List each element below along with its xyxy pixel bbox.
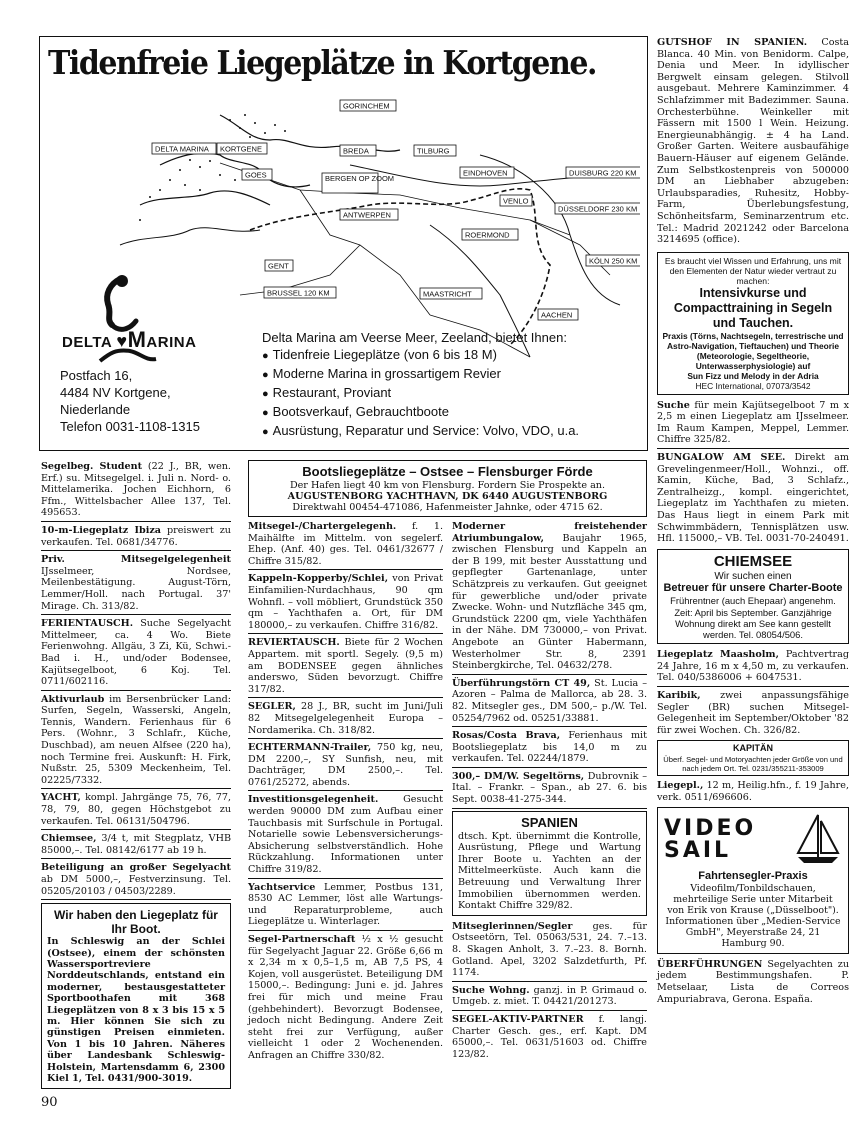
classifieds-column-4 xyxy=(657,36,849,1009)
classified-ad: GUTSHOF IN SPANIEN. Costa Blanca. 40 Min. von Benidorm. Calpe, Denia und Meer. In idyllischer Bergwelt einsam gelegen. Stilvoll ausgebaut. Mehrere Kaminzimmer. 4 Schlafzimmer mit Badezimmer. Sauna. Orchesterbühne. Weinkeller mit Fässern mit 1500 l Wein. Heizung. Energieunabhängig. ± 4 ha Land. Großer Garten. Weitere ausbaufähige Bauern-Häuser auf eigenem Gelände. Zum Selbstkostenpreis von 500000 DM an Liebhaber abzugeben: Urlaubsparadies, Ruhesitz, Hobby-Farm, Überlebungsfestung, Schönheitsfarm, Seminarzentrum etc. Tel.: Madrid 2021242 oder Barcelona 3214695 (office). xyxy=(657,37,849,246)
map-label: GOES xyxy=(245,170,267,180)
classified-ad: SEGEL-AKTIV-PARTNER f. langj. Charter Gesch. ges., erf. Kapt. DM 65000,–. Tel. 0631/51603 od. Chiffre 123/82. xyxy=(452,1013,647,1060)
box-title: KAPITÄN xyxy=(733,743,773,754)
kapitaen-ad xyxy=(657,740,849,776)
classifieds-column-2 xyxy=(248,520,443,1066)
box-title: SPANIEN xyxy=(521,814,578,830)
map-label: EINDHOVEN xyxy=(463,168,508,178)
box-body: dtsch. Kpt. übernimmt die Kontrolle, Ausrüstung, Pflege und Wartung Ihrer Boote u. Yachten an der Mittelmeerküste. Auch kann die Betreuung und Verwaltung Ihrer Immobilien übernommen werden. Kontakt Chiffre 329/82. xyxy=(458,830,641,912)
logo-word-delta: DELTA xyxy=(62,334,112,351)
map-label: MAASTRICHT xyxy=(423,289,472,299)
address-line: Postfach 16, xyxy=(60,368,133,383)
box-intro: Es braucht viel Wissen und Erfahrung, uns mit den Elementen der Natur wieder vertraut zu machen: xyxy=(664,255,842,286)
classified-ad: Segelbeg. Student (22 J., BR, wen. Erf.) su. Mitsegelgel. i. Juli n. Nord- o. Mittelamerika. Jochen Eichhorn, 6 Ffm., Wittelsbacher Allee 137, Tel. 495653. xyxy=(41,460,231,522)
box-subtitle: Wir suchen einen xyxy=(714,570,792,582)
classified-ad: Priv. Mitsegelgelegenheit IJsselmeer, Nordsee, Meilenbestätigung. August-Törn, Lemmer/Holl. nach Portugal. 37' Mirage. Ch. 313/82. xyxy=(41,553,231,615)
classified-ad: ECHTERMANN-Trailer, 750 kg, neu, DM 2200,–, SY Sunfish, neu, mit Dachträger, DM 2500,–. Tel. 0761/25272, abends. xyxy=(248,741,443,791)
address-line: 4484 NV Kortgene, xyxy=(60,385,171,400)
address-line: Niederlande xyxy=(60,402,131,417)
map-label: BERGEN OP ZOOM xyxy=(325,174,395,183)
classified-ad: SEGLER, 28 J., BR, sucht im Juni/Juli 82 Mitsegelgelegenheit Europa – Nordamerika. Ch. 318/82. xyxy=(248,700,443,739)
map-label: BRUSSEL 120 KM xyxy=(267,288,330,298)
ad-bullet: ● Restaurant, Proviant xyxy=(262,384,579,403)
ad-address xyxy=(60,367,200,435)
box-title: Intensivkurse und Compacttraining in Segeln und Tauchen. xyxy=(673,285,833,330)
box-line: Der Hafen liegt 40 km von Flensburg. Fordern Sie Prospekte an. xyxy=(289,480,606,491)
logo-word-sail: SAIL xyxy=(664,838,732,864)
page-number: 90 xyxy=(41,1095,58,1110)
classified-ad: Kappeln-Kopperby/Schlei, von Privat Einfamilien-Nurdachhaus, 90 qm Wohnfl. – voll möbliert, Grundstück 350 qm – Yachthafen a. Ort, für DM 180000,– zu verkaufen. Chiffre 316/82. xyxy=(248,572,443,634)
box-title: Wir haben den Liegeplatz für Ihr Boot. xyxy=(54,908,218,937)
map-label: KÖLN 250 KM xyxy=(589,256,638,266)
classified-ad: ÜBERFÜHRUNGEN Segelyachten zu jedem Bestimmungshafen. P. Metselaar, Lista de Correos Ampuriabrava, Gerona. España. xyxy=(657,958,849,1005)
ad-bullet-list xyxy=(262,346,579,441)
map-label: GORINCHEM xyxy=(343,101,390,111)
classified-ad: Yachtservice Lemmer, Postbus 131, 8530 AC Lemmer, löst alle Wartungs- und Reparaturprobleme, auch Liegeplätze u. Winterlager. xyxy=(248,881,443,931)
ad-bullet: ● Moderne Marina in grossartigem Revier xyxy=(262,365,579,384)
map-label: AACHEN xyxy=(541,310,573,320)
classified-ad: Rosas/Costa Brava, Ferienhaus mit Bootsliegeplatz bis 14,0 m zu verkaufen. Tel. 02244/1879. xyxy=(452,729,647,768)
classified-ad: Suche für mein Kajütsegelboot 7 m x 2,5 m einen Liegeplatz am IJsselmeer. Im Raum Kampen, Meppel, Lemmer. Chiffre 325/82. xyxy=(657,399,849,449)
map-label: TILBURG xyxy=(417,146,450,156)
classified-ad: Mitsegel-/Chartergelegenh. f. 1. Maihälfte im Mittelm. von segelerf. Ehep. (Anf. 40) ges. Tel. 0461/32677 / Chiffre 315/82. xyxy=(248,520,443,570)
classified-ad: Liegepl., 12 m, Heilig.hfn., f. 19 Jahre, verk. 0511/696606. xyxy=(657,779,849,803)
box-headline: Betreuer für unsere Charter-Boote xyxy=(663,582,843,595)
ad-offer xyxy=(262,329,579,441)
logo-word-arina: ARINA xyxy=(146,334,197,351)
classified-ad: Überführungstörn CT 49, St. Lucia – Azoren – Palma de Mallorca, ab 28. 3. 82. Mitsegler ges., DM 500,– p./W. Tel. 05254/7962 od. 05251/33881. xyxy=(452,677,647,727)
map-label: DUISBURG 220 KM xyxy=(569,168,637,178)
box-body: Videofilm/Tonbildschauen, mehrteilige Serie unter Mitarbeit von Erik von Krause („Düsselboot"). Informationen über „Medien-Service GmbH", Meyerstraße 24, 21 Hamburg 90. xyxy=(665,882,841,949)
classified-ad: Karibik, zwei anpassungsfähige Segler (BR) suchen Mitsegel-Gelegenheit im September/Oktober '82 für zwei Wochen. Ch. 326/82. xyxy=(657,690,849,736)
box-body: Frührentner (auch Ehepaar) angenehm. Zeit: April bis September. Ganzjährige Wohnung direkt am See kann gestellt werden. Tel. 08054/506. xyxy=(670,595,836,641)
classified-ad: FERIENTAUSCH. Suche Segelyacht Mittelmeer, ca. 4 Wo. Biete Ferienwohng. Allgäu, 3 Zi, Kü, Schwi.-Bad i. H., und/oder Bodensee, Kajütsegelboot, 6 Koj. Tel. 0711/602116. xyxy=(41,617,231,691)
flensburg-ad xyxy=(248,460,647,517)
classified-ad: Suche Wohng. ganzj. in P. Grimaud o. Umgeb. z. miet. T. 04421/201273. xyxy=(452,984,647,1011)
map-label: ANTWERPEN xyxy=(343,210,391,220)
map-label: KORTGENE xyxy=(220,144,262,154)
classified-ad: YACHT, kompl. Jahrgänge 75, 76, 77, 78, 79, 80, gegen Höchstgebot zu verkaufen. Tel. 06131/504796. xyxy=(41,791,231,830)
ad-bullet: ● Ausrüstung, Reparatur und Service: Volvo, VDO, u.a. xyxy=(262,422,579,441)
box-body: Praxis (Törns, Nachtsegeln, terrestrische und Astro-Navigation, Tieftauchen) und Theorie (Meteorologie, Segeltheorie, Unterwasserphysiologie) auf xyxy=(662,330,844,371)
ad-title: Tidenfreie Liegeplätze in Kortgene. xyxy=(48,43,596,82)
ad-intro: Delta Marina am Veerse Meer, Zeeland, bietet Ihnen: xyxy=(262,330,567,345)
classified-ad: Liegeplatz Maasholm, Pachtvertrag 24 Jahre, 16 m x 4,50 m, zu verkaufen. Tel. 040/5386006 + 6047531. xyxy=(657,648,849,687)
video-sail-logo xyxy=(664,812,842,868)
box-title: Fahrtensegler-Praxis xyxy=(698,870,808,883)
chiemsee-ad xyxy=(657,549,849,644)
map-label: BREDA xyxy=(343,146,369,156)
map-label: DELTA MARINA xyxy=(155,144,209,154)
map-label: GENT xyxy=(268,261,289,271)
ad-bullet: ● Bootsverkauf, Gebrauchtboote xyxy=(262,403,579,422)
box-line: Direktwahl 00454-471086, Hafenmeister Jahnke, oder 4715 62. xyxy=(292,502,603,513)
heart-icon: ♥ xyxy=(116,331,128,351)
classified-ad: Segel-Partnerschaft ½ x ½ gesucht für Segelyacht Jaguar 22. Größe 6,66 m x 2,34 m x 0,5–1,5 m, AB 7,5 PS, 4 Kojen, voll ausgerüstet. Beteiligung DM 15000,–. Bedingung: Juni e. jd. Jahres frei für mich und meine Frau (gehbehindert). Bevorzugt Bodensee, jedoch nicht Bedingung. Andere Zeit steht frei zur Verfügung, außer vielleicht 1 oder 2 Wochenenden. Anfragen an Chiffre 330/82. xyxy=(248,934,443,1061)
classified-ad: Beteiligung an großer Segelyacht ab DM 5000,–, Festverzinsung. Tel. 05205/20103 / 04503/2289. xyxy=(41,861,231,900)
box-footer: HEC International, 07073/3542 xyxy=(695,380,811,391)
box-line: AUGUSTENBORG YACHTHAVN, DK 6440 AUGUSTENBORG xyxy=(287,491,608,502)
classified-ad: Chiemsee, 3/4 t, mit Stegplatz, VHB 85000,–. Tel. 08142/6177 ab 19 h. xyxy=(41,832,231,859)
ad-bullet: ● Tidenfreie Liegeplätze (von 6 bis 18 M) xyxy=(262,346,579,365)
box-title: CHIEMSEE xyxy=(713,552,793,570)
box-body: Überf. Segel- und Motoryachten jeder Größe von und nach jedem Ort. Tel. 0231/355211-353009 xyxy=(663,754,843,773)
classified-ad: REVIERTAUSCH. Biete für 2 Wochen Appartem. mit sportl. Segely. (9,5 m) am BODENSEE gegen ähnliches anderswo, Süden bevorzugt. Chiffre 317/82. xyxy=(248,636,443,698)
classified-ad: 300,– DM/W. Segeltörns, Dubrovnik – Ital. – Frankr. – Span., ab 27. 6. bis Sept. 0038-41-275-344. xyxy=(452,770,647,809)
delta-marina-advertisement xyxy=(39,36,648,451)
video-sail-ad xyxy=(657,807,849,954)
map-label: VENLO xyxy=(503,196,529,206)
classifieds-column-1 xyxy=(41,460,231,1089)
box-body: In Schleswig an der Schlei (Ostsee), einem der schönsten Wassersportreviere Norddeutschlands, entstand ein moderner, bestausgestatteter Sportboothafen mit 368 Liegeplätzen von 8 x 3 bis 15 x 5 m. Hier können Sie sich zu günstigen Preisen einmieten. Von 1 bis 10 Jahren. Näheres über Landesbank Schleswig-Holstein, Martensdamm 6, 2300 Kiel 1, Tel. 0431/900-3019. xyxy=(47,936,225,1085)
classifieds-column-3 xyxy=(452,520,647,1064)
classified-ad: Mitseglerinnen/Segler ges. für Ostseetörn, Tel. 05063/531, 24. 7.–13. 8. Skagen Anholt, 3. 7.–23. 8. Bornh. Gotland. Apel, 3202 Salzdetfurth, Pf. 1174. xyxy=(452,920,647,982)
classified-ad: Aktivurlaub im Bersenbrücker Land: Surfen, Segeln, Wasserski, Angeln, Tennis, Wandern. Ferienhaus für 6 Pers. (Wohnr., 3 Schlafr., Küche, Duschbad), am neuen Alfsee (220 ha), noch Termine frei. Auskunft: H. Firk, Nußstr. 25, 5309 Meckenheim, Tel. 02225/7332. xyxy=(41,693,231,790)
box-footer: Sun Fizz und Melody in der Adria xyxy=(687,370,819,381)
spanien-ad xyxy=(452,811,647,916)
classified-ad: Moderner freistehender Atriumbungalow, Baujahr 1965, zwischen Flensburg und Kappeln an der B 199, mit bester Ausstattung und gepflegter Gartenanlage, unter Schätzpreis zu verkaufen. Gut geeignet für gewerbliche und/oder private Zwecke. Wohn- und Nutzfläche 345 qm, Grundstück 2200 qm, viele Yachthäfen in der Nähe. DM 730000,– von Privat. Angebote an Günter Habermann, Westerholmer Str. 8, 2391 Steinbergkirche, Tel. 04632/278. xyxy=(452,520,647,675)
intensivkurse-ad xyxy=(657,252,849,395)
address-line: Telefon 0031-1108-1315 xyxy=(60,419,200,434)
mermaid-logo-icon xyxy=(60,269,220,369)
map-label: ROERMOND xyxy=(465,230,510,240)
map-label: DÜSSELDORF 230 KM xyxy=(558,204,638,214)
logo-word-video: VIDEO xyxy=(664,816,757,842)
sailboat-icon xyxy=(794,813,842,867)
classified-ad: BUNGALOW AM SEE. Direkt am Grevelingenmeer/Holl., Wohnzi., off. Kamin, Küche, Bad, 3 Schlafz., Zentralheizg., kompl. eingerichtet, Liegeplatz im Yachthafen zu mieten. Das Haus liegt in einem Park mit Schwimmbädern, Tennisplätzen usw. Hfl. 115000,– VB. Tel. 0031-70-240491. xyxy=(657,452,849,545)
liegeplatz-schleswig-ad xyxy=(41,903,231,1089)
classified-ad: Investitionsgelegenheit. Gesucht werden 90000 DM zum Aufbau einer Tauchbasis mit Surfschule in Portugal. Notarielle sowie Lebensversicherungs-Absicherung selbstverständlich. Hohe Rückzahlung. Informationen unter Chiffre 319/82. xyxy=(248,793,443,878)
delta-marina-logo: DELTA ♥MARINA xyxy=(62,327,197,352)
classified-ad: 10-m-Liegeplatz Ibiza preiswert zu verkaufen. Tel. 0681/34776. xyxy=(41,524,231,551)
box-title: Bootsliegeplätze – Ostsee – Flensburger Förde xyxy=(302,464,593,479)
